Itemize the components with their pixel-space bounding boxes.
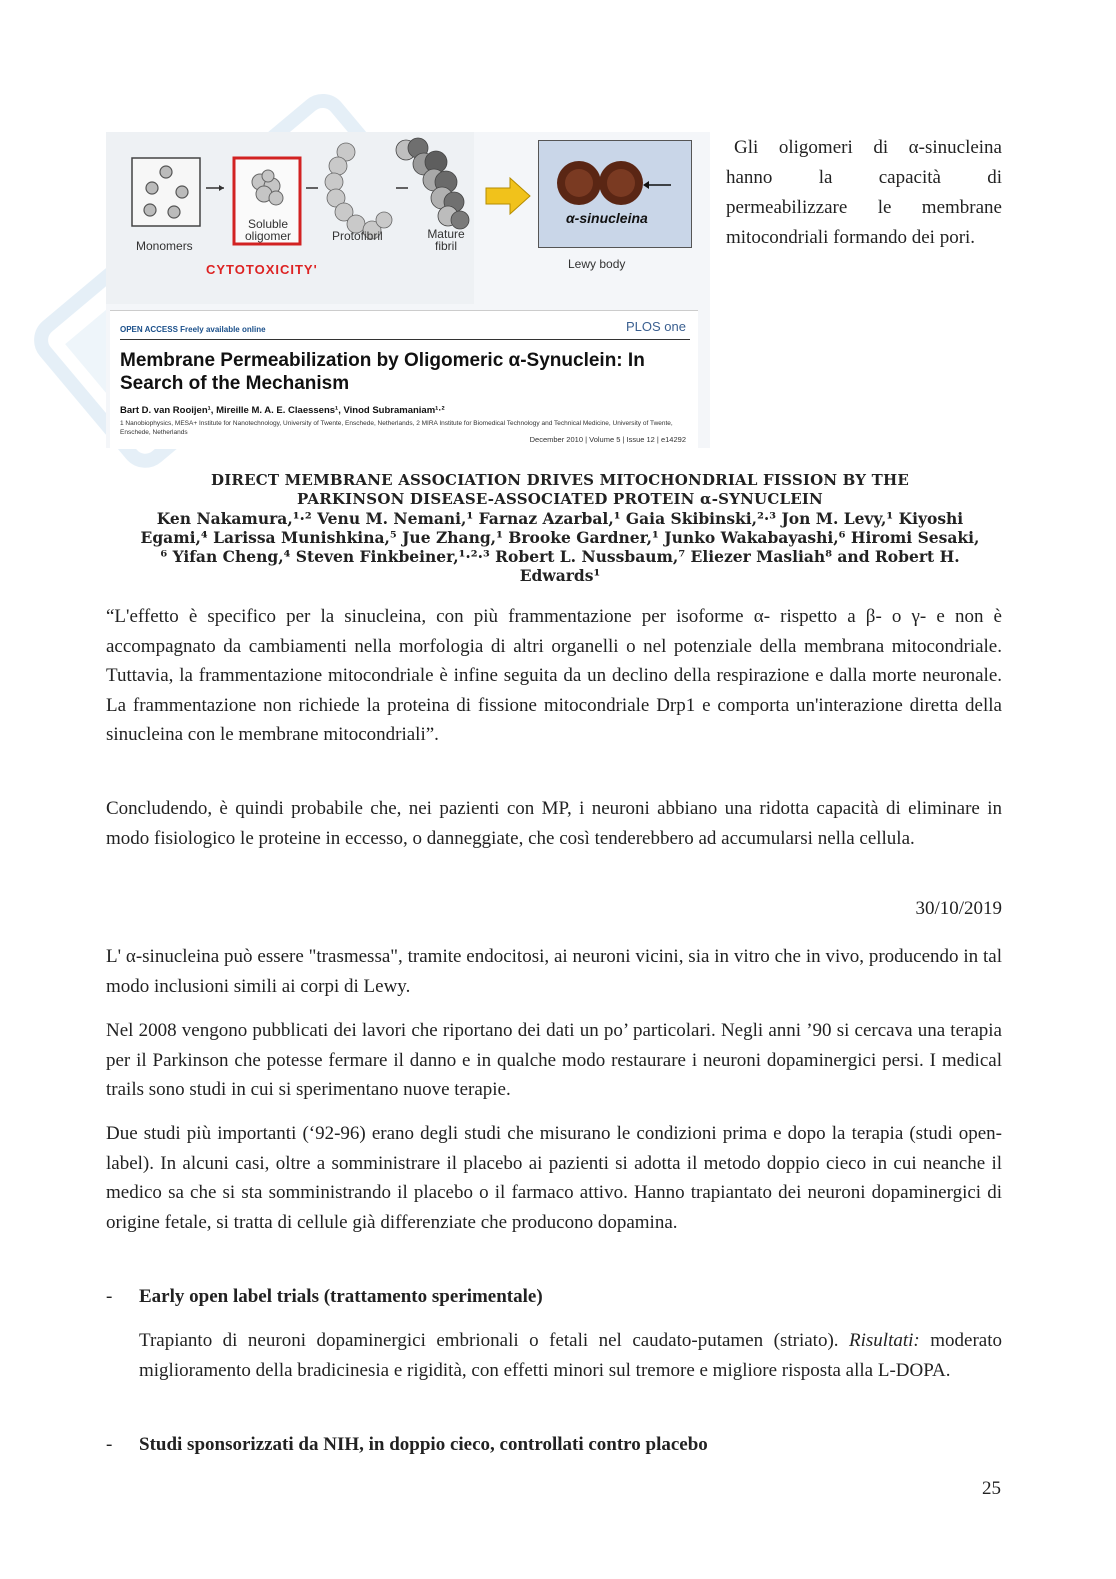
label-monomers: Monomers [136,239,193,253]
article-authors-line3: ⁶ Yifan Cheng,⁴ Steven Finkbeiner,¹·²·³ Robert L. Nussbaum,⁷ Eliezer Masliah⁸ and Robert H. [160,547,960,566]
label-cytotoxicity: CYTOTOXICITY' [206,262,318,277]
figure-synuclein [106,132,710,448]
article-title-line1: DIRECT MEMBRANE ASSOCIATION DRIVES MITOCHONDRIAL FISSION BY THE [210,471,909,489]
list-dash: - [106,1434,113,1455]
paper-affiliation: 1 Nanobiophysics, MESA+ Institute for Nanotechnology, University of Twente, Enschede, Netherlands, 2 MIRA Institute for Biomedical Technology and Technical Medicine, University of Twente, Enschede, Netherlands [120,420,673,436]
aggregation-panel [106,132,474,304]
paper-authors: Bart D. van Rooijen¹, Mireille M. A. E. Claessens¹, Vinod Subramaniam¹·² [120,405,445,416]
mature-fibril [396,138,469,229]
paragraph-quote: “L'effetto è specifico per la sinucleina, con più frammentazione per isoforme α- rispetto a β- o γ- e non è accompagnato da cambiamenti nella morfologia di altri organelli o nel potenziale della membrana mitocondriale. Tuttavia, la frammentazione mitocondriale è infine seguita da un declino della respirazione e dalla morte neuronale. La frammentazione non richiede la proteina di fissione mitocondriale Drp1 e comporta un'interazione diretta della sinucleina con le membrane mitocondriali”. [106,606,1002,745]
article-authors-line2: Egami,⁴ Larissa Munishkina,⁵ Jue Zhang,¹ Brooke Gardner,¹ Junko Wakabayashi,⁶ Hiromi Sesaki, [140,528,980,547]
label-soluble-oligomer: Soluble oligomer [244,217,292,243]
yellow-arrow-icon [484,176,532,216]
list-item-nih [106,1430,1002,1460]
open-label-body-b: moderato miglioramento della bradicinesia e rigidità, con effetti minori sul tremore e migliore risposta alla L-DOPA. [139,1330,1002,1381]
side-caption [726,133,1002,253]
label-alpha-synuclein: α-sinucleina [566,210,648,226]
paper-divider [120,339,690,340]
list-item-open-label [106,1282,1002,1312]
side-caption-text: Gli oligomeri di α-sinucleina hanno la capacità di permeabilizzare le membrane mitocondriali formando dei pori. [726,137,1002,248]
protofibril-chain [325,143,392,239]
page-number: 25 [982,1478,1001,1499]
article-header [140,471,980,585]
article-authors-line4: Edwards¹ [519,566,601,585]
paragraph-2008: Nel 2008 vengono pubblicati dei lavori che riportano dei dati un po’ particolari. Negli anni ’90 si cercava una terapia per il Parkinson che potesse fermare il danno e in qualche modo restaurare i neuroni dopaminergici persi. I medical trails sono studi in cui si sperimentano nuove terapie. [106,1020,1002,1100]
lewy-body-micrograph [538,140,692,248]
label-protofibril: Protofibril [332,229,383,243]
paper-header [110,310,698,449]
results-label: Risultati: [849,1330,920,1351]
paragraph-transmission: L' α-sinucleina può essere "trasmessa", tramite endocitosi, ai neuroni vicini, sia in vitro che in vivo, producendo in tal modo inclusioni simili ai corpi di Lewy. [106,946,1002,997]
article-authors-line1: Ken Nakamura,¹·² Venu M. Nemani,¹ Farnaz Azarbal,¹ Gaia Skibinski,²·³ Jon M. Levy,¹ Kiyoshi [156,509,964,528]
label-mature-fibril: Mature fibril [427,227,465,253]
paper-access: OPEN ACCESS Freely available online [120,325,266,334]
article-title-line2: PARKINSON DISEASE-ASSOCIATED PROTEIN α-SYNUCLEIN [297,490,823,508]
paragraph-two-studies: Due studi più importanti (‘92-96) erano degli studi che misurano le condizioni prima e dopo la terapia (studi open-label). In alcuni casi, oltre a somministrare il placebo ai pazienti si adotta il metodo doppio cieco in cui neanche il medico sa che si sta somministrando il placebo o il farmaco attivo. Hanno trapiantato dei neuroni dopaminergici di origine fetale, si tratta di cellule già differenziate che producono dopamina. [106,1123,1002,1233]
paper-journal: PLOS one [626,319,686,334]
paper-title: Membrane Permeabilization by Oligomeric α-Synuclein: In Search of the Mechanism [120,350,645,394]
lecture-date: 30/10/2019 [915,898,1002,919]
paper-date: December 2010 | Volume 5 | Issue 12 | e14292 [529,435,686,444]
list-item-open-label-title: Early open label trials (trattamento sperimentale) [139,1286,543,1307]
label-lewy-body: Lewy body [568,257,626,271]
list-item-open-label-body [139,1326,1002,1385]
list-dash: - [106,1286,113,1307]
list-item-nih-title: Studi sponsorizzati da NIH, in doppio cieco, controllati contro placebo [139,1434,708,1455]
open-label-body-a: Trapianto di neuroni dopaminergici embrionali o fetali nel caudato-putamen (striato). [139,1330,850,1351]
paragraph-conclusion: Concludendo, è quindi probabile che, nei pazienti con MP, i neuroni abbiano una ridotta capacità di eliminare in modo fisiologico le proteine in eccesso, o danneggiate, che così tenderebbero ad accumularsi nella cellula. [106,798,1002,849]
